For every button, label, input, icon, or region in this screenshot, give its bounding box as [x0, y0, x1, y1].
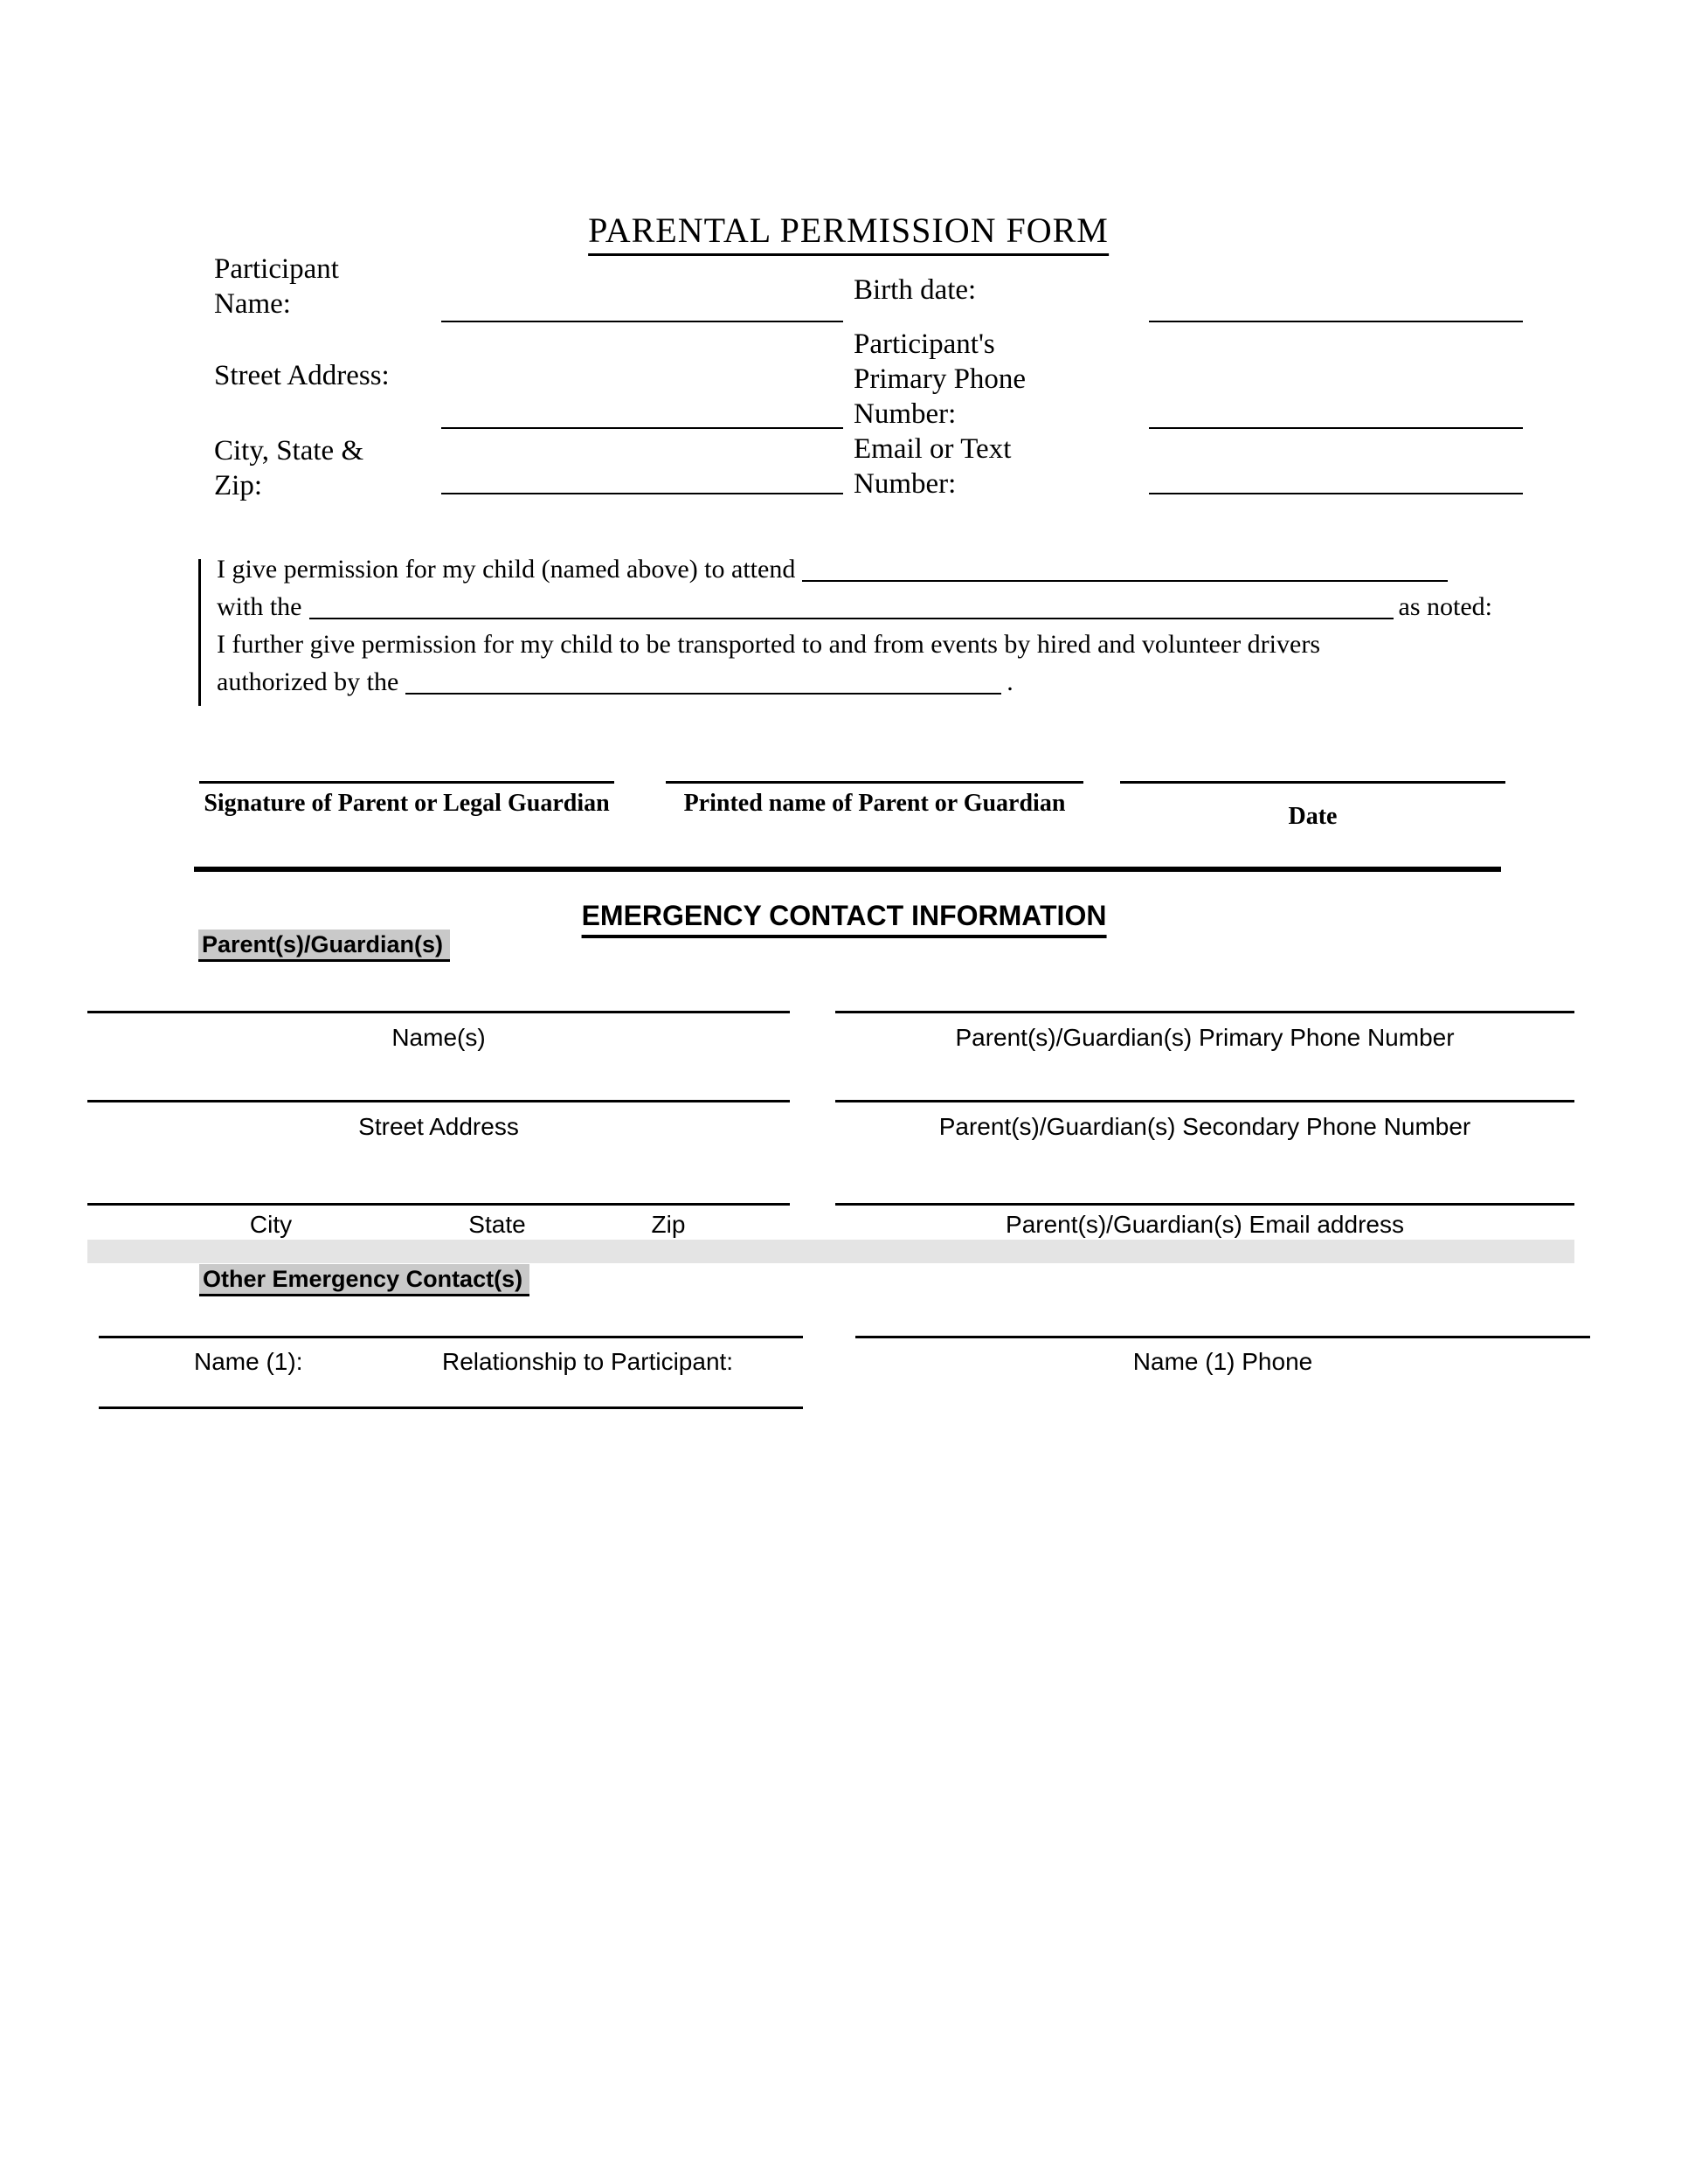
- permission-line-3: [217, 627, 1320, 662]
- parents-street-label: Street Address: [358, 1113, 519, 1140]
- parents-zip-label: Zip: [651, 1211, 686, 1238]
- city-state-zip-label: City, State & Zip:: [214, 435, 364, 501]
- parents-city-state-zip-blank-line[interactable]: [87, 1203, 790, 1206]
- with-the-blank-line[interactable]: [309, 618, 1394, 619]
- contact1-phone-blank-line[interactable]: [855, 1336, 1590, 1338]
- printed-name-label: Printed name of Parent or Guardian: [683, 790, 1066, 817]
- date-label: Date: [1288, 803, 1338, 830]
- primary-phone-label: Participant's Primary Phone Number:: [854, 328, 1027, 430]
- permission-line-4-prefix: authorized by the: [217, 667, 399, 696]
- participant-name-label: Participant Name:: [214, 253, 339, 320]
- contact1-extra-blank-line[interactable]: [99, 1406, 803, 1409]
- signature-label: Signature of Parent or Legal Guardian: [204, 790, 610, 817]
- permission-line-1: [217, 552, 1453, 587]
- parents-names-blank-line[interactable]: [87, 1011, 790, 1013]
- permission-line-4-suffix: .: [1007, 667, 1013, 696]
- parents-secondary-phone-blank-line[interactable]: [835, 1100, 1574, 1102]
- contact1-name-blank-line[interactable]: [99, 1336, 803, 1338]
- birth-date-label: Birth date:: [854, 274, 977, 306]
- signature-blank-line[interactable]: [199, 781, 614, 784]
- parents-email-label: Parent(s)/Guardian(s) Email address: [1006, 1211, 1404, 1238]
- gray-band: [87, 1240, 1574, 1263]
- contact1-relationship-label: Relationship to Participant:: [442, 1348, 734, 1375]
- date-blank-line[interactable]: [1120, 781, 1505, 784]
- parents-guardians-section-label: Parent(s)/Guardian(s): [198, 930, 450, 962]
- email-or-text-blank-line[interactable]: [1149, 493, 1523, 494]
- parents-street-blank-line[interactable]: [87, 1100, 790, 1102]
- section-divider: [194, 867, 1501, 872]
- permission-line-1-text: I give permission for my child (named above) to attend: [217, 555, 796, 584]
- participant-name-blank-line[interactable]: [441, 321, 843, 322]
- parents-city-label: City: [249, 1211, 293, 1238]
- email-or-text-label: Email or Text Number:: [854, 433, 1012, 500]
- birth-date-blank-line[interactable]: [1149, 321, 1523, 322]
- street-address-label: Street Address:: [214, 360, 390, 391]
- street-address-blank-line[interactable]: [441, 427, 843, 429]
- emergency-contact-heading: EMERGENCY CONTACT INFORMATION: [582, 900, 1107, 938]
- attend-blank-line[interactable]: [802, 580, 1448, 582]
- contact1-name-label: Name (1):: [194, 1348, 303, 1375]
- printed-name-blank-line[interactable]: [666, 781, 1083, 784]
- parents-primary-phone-blank-line[interactable]: [835, 1011, 1574, 1013]
- parents-state-label: State: [468, 1211, 526, 1238]
- parents-email-blank-line[interactable]: [835, 1203, 1574, 1206]
- authorized-by-blank-line[interactable]: [405, 693, 1001, 695]
- contact1-phone-label: Name (1) Phone: [1132, 1348, 1313, 1375]
- parents-primary-phone-label: Parent(s)/Guardian(s) Primary Phone Number: [955, 1024, 1455, 1051]
- parents-secondary-phone-label: Parent(s)/Guardian(s) Secondary Phone Number: [938, 1113, 1471, 1140]
- permission-line-2-prefix: with the: [217, 592, 302, 621]
- permission-line-4: [217, 665, 1013, 700]
- permission-line-3-text: I further give permission for my child to be transported to and from events by hired and volunteer drivers: [217, 630, 1320, 659]
- form-title: PARENTAL PERMISSION FORM: [588, 210, 1109, 256]
- city-state-zip-blank-line[interactable]: [441, 493, 843, 494]
- parents-names-label: Name(s): [391, 1024, 486, 1051]
- primary-phone-blank-line[interactable]: [1149, 427, 1523, 429]
- other-emergency-contacts-section-label: Other Emergency Contact(s): [199, 1264, 529, 1296]
- paragraph-change-bar: [198, 559, 201, 706]
- permission-line-2-suffix: as noted:: [1398, 592, 1492, 621]
- permission-line-2: [217, 590, 1492, 625]
